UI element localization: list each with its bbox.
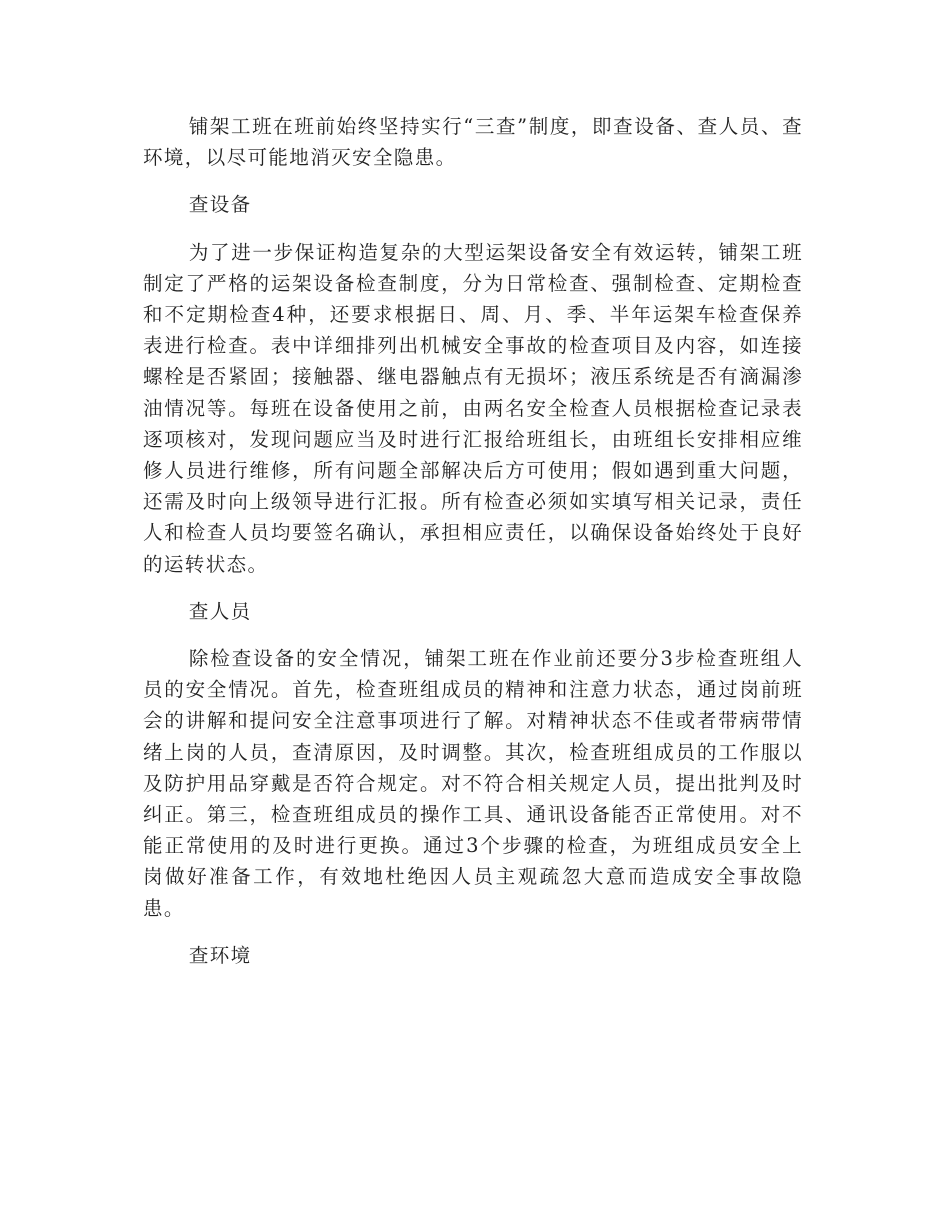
section-heading-personnel: 查人员 xyxy=(188,599,252,623)
document-body xyxy=(143,111,803,971)
intro-paragraph: 铺架工班在班前始终坚持实行“三查”制度，即查设备、查人员、查环境，以尽可能地消灭安全隐患。 xyxy=(143,115,803,170)
section-body-equipment: 为了进一步保证构造复杂的大型运架设备安全有效运转，铺架工班制定了严格的运架设备检查制度，分为日常检查、强制检查、定期检查和不定期检查4种，还要求根据日、周、月、季、半年运架车检查保养表进行检查。表中详细排列出机械安全事故的检查项目及内容，如连接螺栓是否紧固；接触器、继电器触点有无损坏；液压系统是否有滴漏渗油情况等。每班在设备使用之前，由两名安全检查人员根据检查记录表逐项核对，发现问题应当及时进行汇报给班组长，由班组长安排相应维修人员进行维修，所有问题全部解决后方可使用；假如遇到重大问题，还需及时向上级领导进行汇报。所有检查必须如实填写相关记录，责任人和检查人员均要签名确认，承担相应责任，以确保设备始终处于良好的运转状态。 xyxy=(143,240,803,576)
section-heading-environment: 查环境 xyxy=(188,943,252,967)
section-body-personnel: 除检查设备的安全情况，铺架工班在作业前还要分3步检查班组人员的安全情况。首先，检查班组成员的精神和注意力状态，通过岗前班会的讲解和提问安全注意事项进行了解。对精神状态不佳或者带病带情绪上岗的人员，查清原因，及时调整。其次，检查班组成员的工作服以及防护用品穿戴是否符合规定。对不符合相关规定人员，提出批判及时纠正。第三，检查班组成员的操作工具、通讯设备能否正常使用。对不能正常使用的及时进行更换。通过3个步骤的检查，为班组成员安全上岗做好准备工作，有效地杜绝因人员主观疏忽大意而造成安全事故隐患。 xyxy=(143,647,803,920)
section-heading-equipment: 查设备 xyxy=(188,193,252,217)
